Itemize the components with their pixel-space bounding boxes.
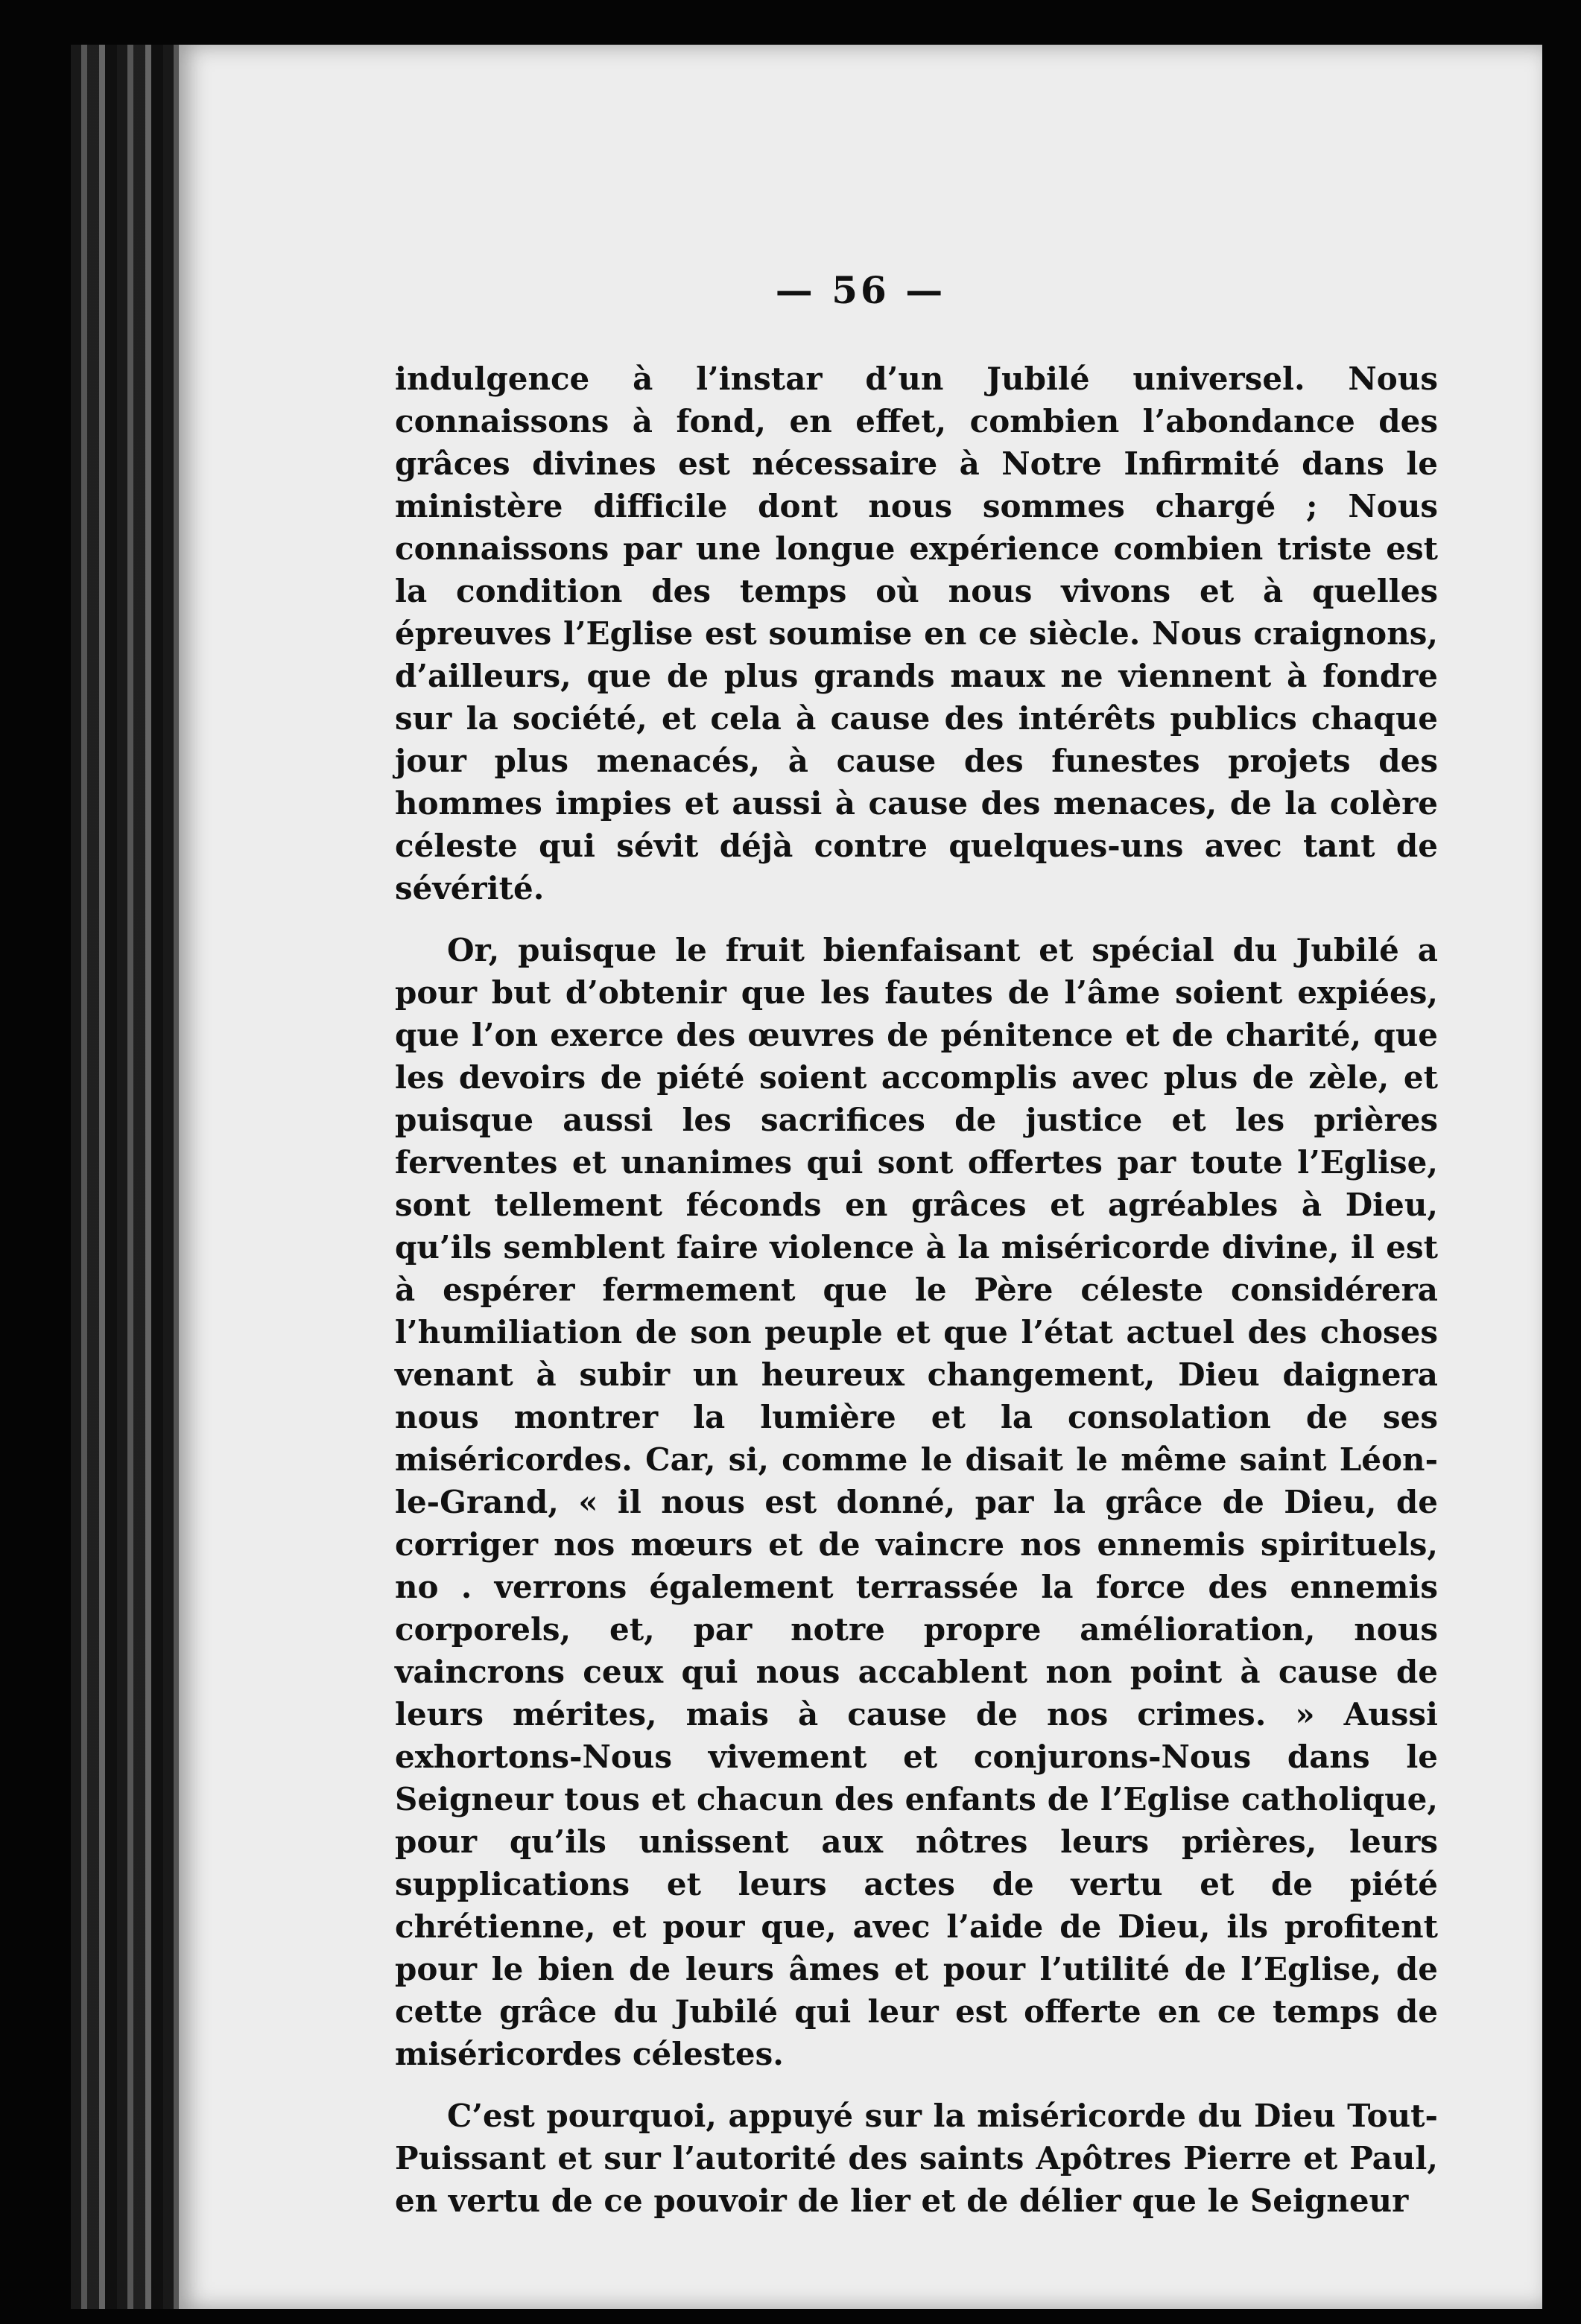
- book-spine: [71, 45, 190, 2309]
- paragraph-3: C’est pourquoi, appuyé sur la miséricorde du Dieu Tout-Puissant et sur l’autorité des saints Apôtres Pierre et Paul, en vertu de ce pouvoir de lier et de délier que le Seigneur: [395, 2098, 1438, 2219]
- paragraph-1: indulgence à l’instar d’un Jubilé universel. Nous connaissons à fond, en effet, combien l’abondance des grâces divines est nécessaire à Notre Infirmité dans le ministère difficile dont nous sommes chargé ; Nous connaissons par une longue expérience combien triste est la condition des temps où nous vivons et à quelles épreuves l’Eglise est soumise en ce siècle. Nous craignons, d’ailleurs, que de plus grands maux ne viennent à fondre sur la société, et cela à cause des intérêts publics chaque jour plus menacés, à cause des funestes projets des hommes impies et aussi à cause des menaces, de la colère céleste qui sévit déjà contre quelques-uns avec tant de sévérité.: [395, 361, 1438, 907]
- paragraph-2: Or, puisque le fruit bienfaisant et spécial du Jubilé a pour but d’obtenir que les fautes de l’âme soient expiées, que l’on exerce des œuvres de pénitence et de charité, que les devoirs de piété soient accomplis avec plus de zèle, et puisque aussi les sacrifices de justice et les prières ferventes et unanimes qui sont offertes par toute l’Eglise, sont tellement féconds en grâces et agréables à Dieu, qu’ils semblent faire violence à la miséricorde divine, il est à espérer fermement que le Père céleste considérera l’humiliation de son peuple et que l’état actuel des choses venant à subir un heureux changement, Dieu daignera nous montrer la lumière et la consolation de ses miséricordes. Car, si, comme le disait le même saint Léon-le-Grand, « il nous est donné, par la grâce de Dieu, de corriger nos mœurs et de vaincre nos ennemis spirituels, no . verrons également terrassée la force des ennemis corporels, et, par notre propre amélioration, nous vaincrons ceux qui nous accablent non point à cause de leurs mérites, mais à cause de nos crimes. » Aussi exhortons-Nous vivement et conjurons-Nous dans le Seigneur tous et chacun des enfants de l’Eglise catholique, pour qu’ils unissent aux nôtres leurs prières, leurs supplications et leurs actes de vertu et de piété chrétienne, et pour que, avec l’aide de Dieu, ils profitent pour le bien de leurs âmes et pour l’utilité de l’Eglise, de cette grâce du Jubilé qui leur est offerte en ce temps de miséricordes célestes.: [395, 932, 1438, 2072]
- book-page: [179, 45, 1542, 2309]
- page-number: — 56 —: [775, 268, 946, 312]
- page-body: [395, 358, 1438, 2241]
